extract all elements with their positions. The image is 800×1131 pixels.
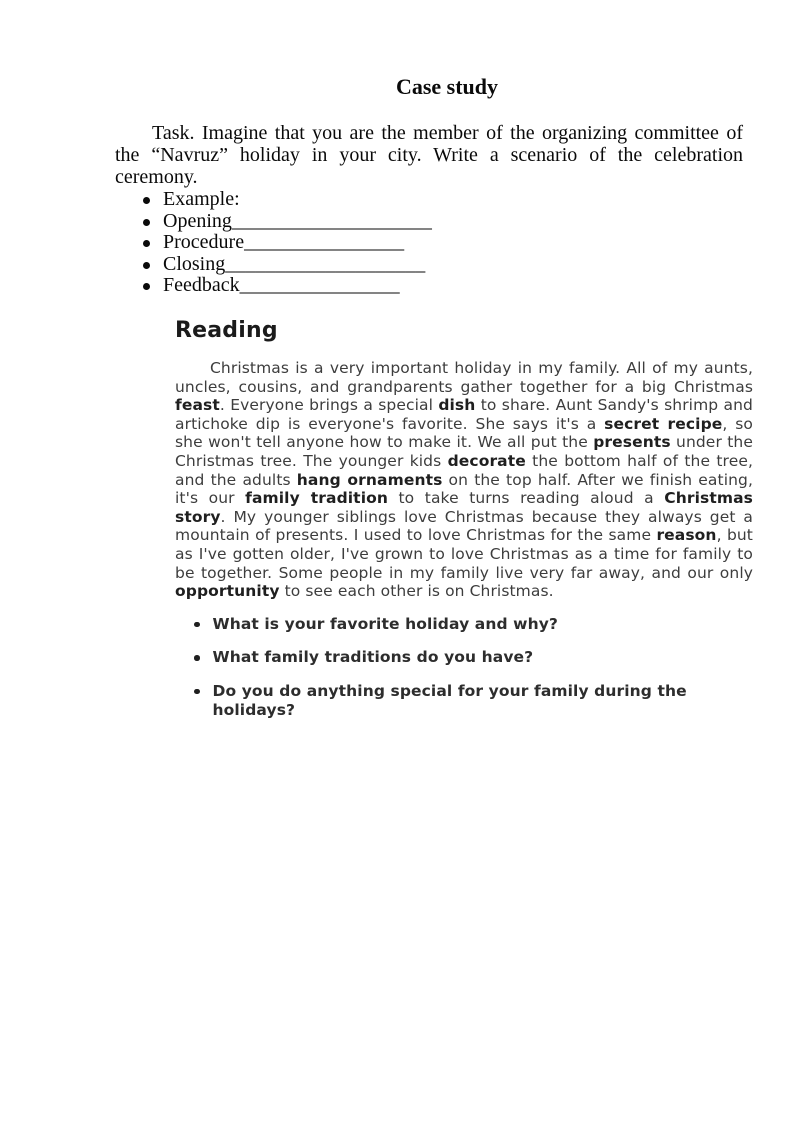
reading-paragraph [175, 359, 753, 601]
text-segment: the bottom half of the tree, and the adults [175, 451, 753, 489]
bullet-icon [143, 197, 150, 204]
text-segment-bold: presents [593, 433, 671, 452]
outline-item [115, 211, 743, 233]
question-text: What family traditions do you have? [212, 648, 534, 667]
text-segment: . My younger siblings love Christmas because they always get a mountain of presents. I used to love Christmas for the same [175, 507, 753, 545]
text-segment-bold: feast [175, 396, 220, 415]
text-segment-bold: decorate [447, 451, 526, 470]
question-item [175, 615, 753, 634]
text-segment: under the Christmas tree. The younger kids [175, 433, 753, 470]
question-text: What is your favorite holiday and why? [212, 614, 559, 633]
bullet-icon [143, 262, 150, 269]
text-segment: , but as I've gotten older, I've grown to love Christmas as a time for family to be together. Some people in my family live very far away, and our only [175, 526, 753, 582]
bullet-icon [194, 655, 200, 661]
outline-item-line: ________________ [239, 274, 400, 297]
outline-item [115, 254, 743, 276]
text-segment-bold: family tradition [245, 489, 388, 508]
bullet-icon [143, 219, 150, 226]
bullet-icon [194, 689, 200, 695]
outline-item [115, 232, 743, 254]
text-segment-bold: secret recipe [604, 414, 723, 433]
text-segment: Christmas is a very important holiday in my family. All of my aunts, uncles, cousins, and grandparents gather together for a big Christmas [175, 358, 753, 396]
text-segment: , so she won't tell anyone how to make it. We all put the [175, 414, 753, 452]
text-segment: to share. Aunt Sandy's shrimp and artichoke dip is everyone's favorite. She says it's a [175, 396, 753, 433]
reading-heading: Reading [175, 317, 278, 343]
text-segment-bold: dish [438, 396, 476, 415]
page-title: Case study [395, 74, 499, 99]
text-segment: . Everyone brings a special [219, 396, 439, 415]
bullet-icon [143, 240, 150, 247]
text-segment: to take turns reading aloud a [388, 489, 665, 508]
reading-section [175, 319, 753, 720]
text-segment: to see each other is on Christmas. [279, 582, 554, 601]
bullet-icon [194, 622, 200, 628]
bullet-icon [143, 283, 150, 290]
outline-item-label: Closing [163, 252, 226, 275]
outline-list [115, 189, 743, 297]
text-segment-bold: reason [656, 526, 717, 545]
question-item [175, 648, 753, 667]
text-segment: on the top half. After we finish eating, it's our [175, 470, 753, 508]
outline-item [115, 189, 743, 211]
task-paragraph: Task. Imagine that you are the member of the organizing committee of the “Navruz” holiday in your city. Write a scenario of the celebration ceremony. [115, 122, 743, 188]
text-segment-bold: hang ornaments [296, 470, 443, 489]
outline-item-label: Opening [163, 209, 232, 232]
outline-item-label: Procedure [163, 231, 245, 254]
text-segment-bold: Christmas story [175, 489, 753, 526]
text-segment-bold: opportunity [175, 582, 280, 601]
outline-item-line: ____________________ [231, 209, 432, 232]
outline-item-label: Example: [163, 188, 240, 210]
question-text: Do you do anything special for your family during the holidays? [212, 681, 687, 719]
outline-item [115, 275, 743, 297]
outline-item-label: Feedback [163, 274, 240, 297]
outline-item-line: ____________________ [225, 252, 426, 275]
question-item [175, 682, 753, 720]
questions-list [175, 615, 753, 720]
outline-item-line: ________________ [244, 231, 405, 254]
